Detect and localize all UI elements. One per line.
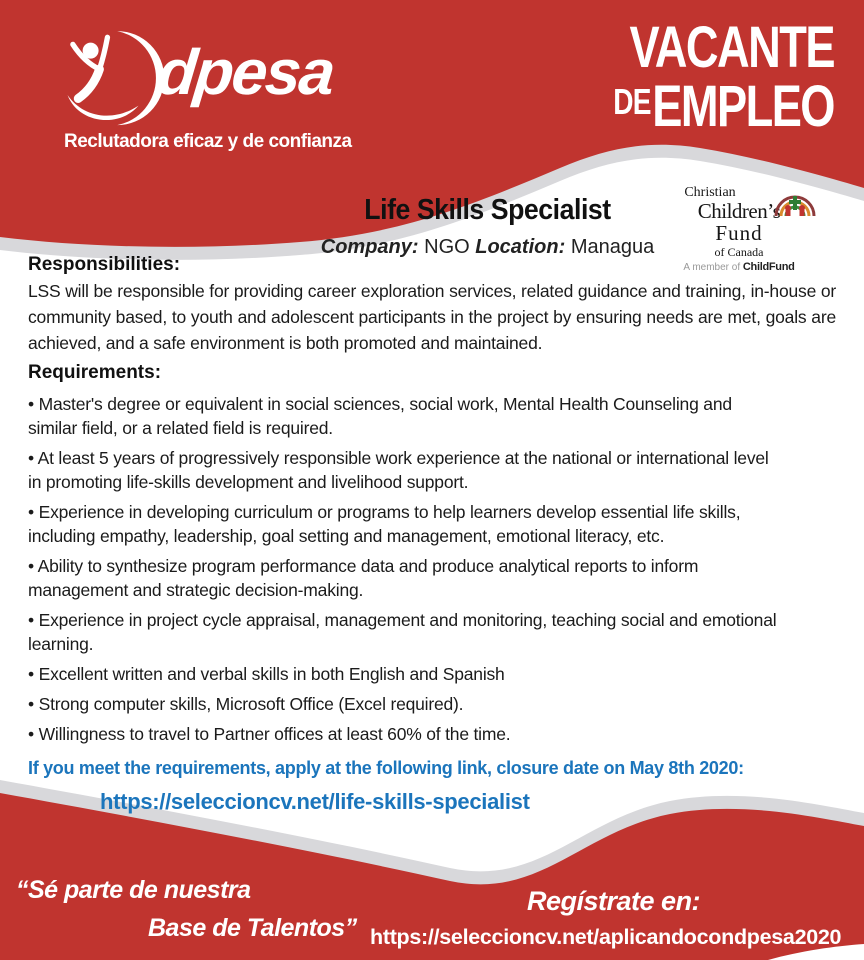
dpesa-figure-icon xyxy=(64,28,166,130)
requirement-item: • Experience in project cycle appraisal, management and monitoring, teaching social and emotional learning. xyxy=(28,608,836,656)
vacancy-banner xyxy=(551,15,834,139)
rainbow-children-icon xyxy=(772,182,818,218)
brand-tagline: Reclutadora eficaz y de confianza xyxy=(64,131,352,152)
vacancy-banner-line1: VACANTE xyxy=(629,15,834,80)
requirement-item: • Excellent written and verbal skills in both English and Spanish xyxy=(28,662,836,686)
talent-quote-line2: Base de Talentos” xyxy=(148,914,357,942)
job-description xyxy=(28,252,836,815)
requirement-item: • At least 5 years of progressively responsible work experience at the national or international level in promoting life-skills development and livelihood support. xyxy=(28,446,836,494)
requirement-item: • Strong computer skills, Microsoft Office (Excel required). xyxy=(28,692,836,716)
partner-logo-line2: Children’s xyxy=(697,199,781,223)
requirement-item: • Ability to synthesize program performance data and produce analytical reports to inform management and strategic decision-making. xyxy=(28,554,836,602)
partner-logo-line1: Christian xyxy=(684,185,736,200)
brand-logo-text: dpesa xyxy=(154,36,337,108)
register-label: Regístrate en: xyxy=(527,886,701,916)
company-label: Company: xyxy=(320,236,419,258)
responsibilities-heading: Responsibilities: xyxy=(28,254,181,275)
page-title: Life Skills Specialist xyxy=(364,194,611,226)
requirement-item: • Master's degree or equivalent in social sciences, social work, Mental Health Counseling and similar field, or a related field is required. xyxy=(28,392,836,440)
responsibilities-text: LSS will be responsible for providing career exploration services, related guidance and training, in-house or community based, to youth and adolescent participants in the project by ensuring needs are met, goals are achieved, and a safe environment is both promoted and maintained. xyxy=(28,281,836,353)
partner-logo-line4: of Canada xyxy=(714,245,764,259)
talent-quote-line1: “Sé parte de nuestra xyxy=(16,876,251,904)
member-prefix: A member of xyxy=(683,262,743,273)
location-label: Location: xyxy=(475,236,566,258)
vacancy-banner-line2 xyxy=(613,74,834,139)
requirements-heading: Requirements: xyxy=(28,362,162,383)
requirement-item: • Experience in developing curriculum or programs to help learners develop essential life skills, including empathy, leadership, goal setting and management, emotional literacy, etc. xyxy=(28,500,836,548)
location-value: Managua xyxy=(570,236,655,258)
partner-logo-line3: Fund xyxy=(715,221,763,245)
apply-link[interactable]: https://seleccioncv.net/life-skills-specialist xyxy=(100,789,530,814)
vacancy-banner-empleo: EMPLEO xyxy=(652,74,834,139)
register-link[interactable]: https://seleccioncv.net/aplicandocondpesa2020 xyxy=(370,925,842,949)
vacancy-banner-de: DE xyxy=(613,81,651,122)
company-value: NGO xyxy=(424,236,470,258)
childfund-brand: ChildFund xyxy=(742,261,795,273)
requirement-item: • Willingness to travel to Partner offices at least 60% of the time. xyxy=(28,722,836,746)
requirements-list xyxy=(28,392,836,746)
apply-instruction: If you meet the requirements, apply at the following link, closure date on May 8th 2020: xyxy=(28,758,744,778)
